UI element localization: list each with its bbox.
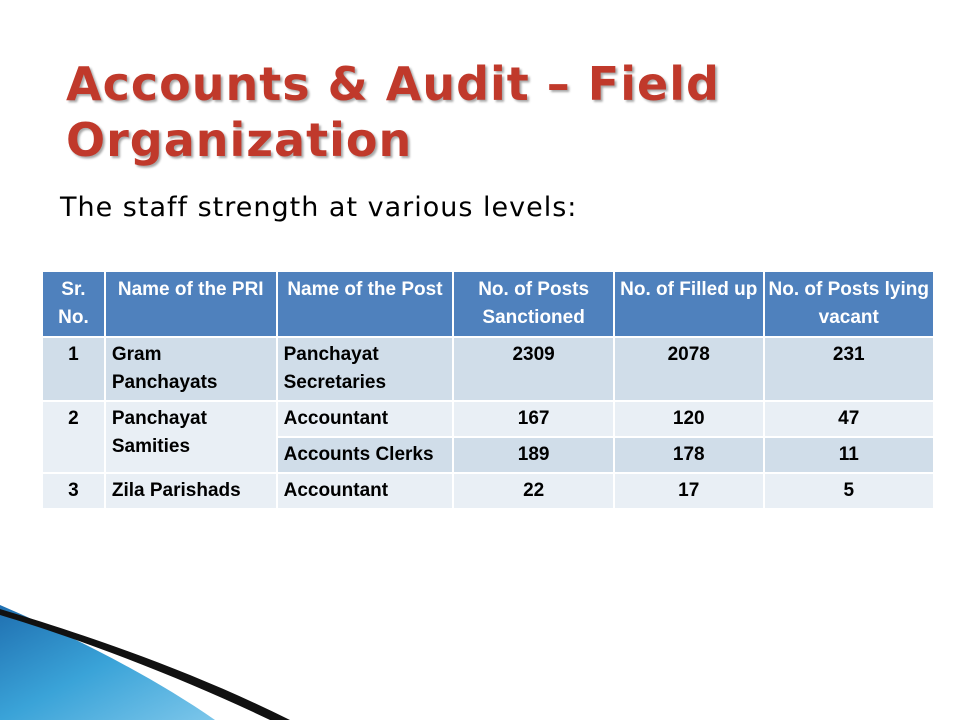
header-post-name: Name of the Post xyxy=(277,271,454,337)
table-row xyxy=(42,401,934,437)
cell-pri: Panchayat Samities xyxy=(105,401,277,473)
cell-vacant: 11 xyxy=(764,437,935,473)
cell-vacant: 231 xyxy=(764,337,935,401)
header-filled: No. of Filled up xyxy=(614,271,764,337)
cell-sr: 2 xyxy=(42,401,105,473)
cell-post: Accounts Clerks xyxy=(277,437,454,473)
staff-strength-table xyxy=(41,270,935,510)
slide-title: Accounts & Audit – Field Organization xyxy=(66,57,720,167)
header-vacant: No. of Posts lying vacant xyxy=(764,271,935,337)
slide-subtitle: The staff strength at various levels: xyxy=(60,192,578,223)
cell-sanctioned: 167 xyxy=(453,401,614,437)
table-row xyxy=(42,337,934,401)
cell-sr: 3 xyxy=(42,473,105,509)
table-row xyxy=(42,473,934,509)
header-sanctioned: No. of Posts Sanctioned xyxy=(453,271,614,337)
cell-post: Accountant xyxy=(277,401,454,437)
cell-sanctioned: 22 xyxy=(453,473,614,509)
cell-sr: 1 xyxy=(42,337,105,401)
cell-post: Panchayat Secretaries xyxy=(277,337,454,401)
corner-swoosh-decoration xyxy=(0,595,300,720)
cell-filled: 2078 xyxy=(614,337,764,401)
cell-vacant: 47 xyxy=(764,401,935,437)
cell-filled: 178 xyxy=(614,437,764,473)
cell-sanctioned: 2309 xyxy=(453,337,614,401)
cell-vacant: 5 xyxy=(764,473,935,509)
cell-sanctioned: 189 xyxy=(453,437,614,473)
header-sr-no: Sr. No. xyxy=(42,271,105,337)
cell-filled: 120 xyxy=(614,401,764,437)
cell-pri: Zila Parishads xyxy=(105,473,277,509)
cell-post: Accountant xyxy=(277,473,454,509)
cell-pri: Gram Panchayats xyxy=(105,337,277,401)
cell-filled: 17 xyxy=(614,473,764,509)
table-header-row xyxy=(42,271,934,337)
header-pri-name: Name of the PRI xyxy=(105,271,277,337)
